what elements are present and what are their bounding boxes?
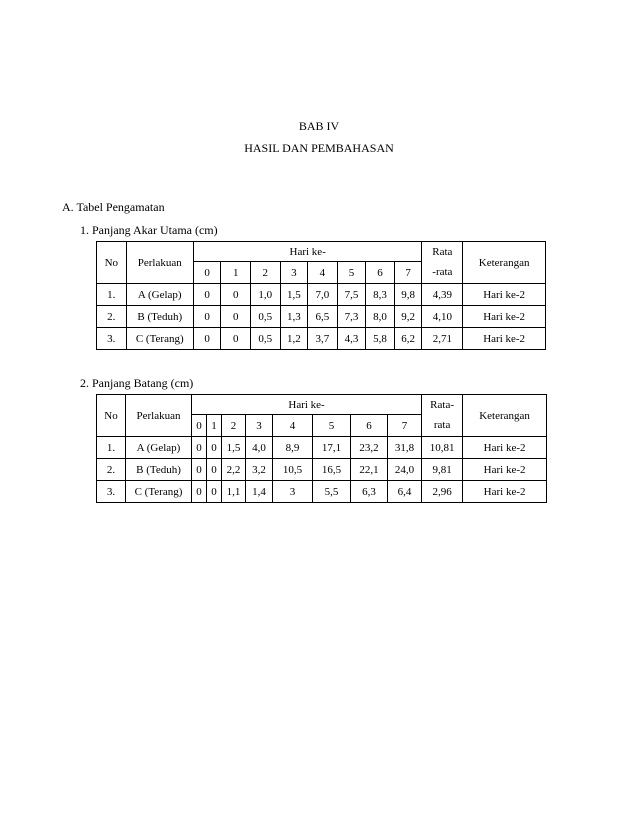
col-avg-header-bottom: rata	[422, 415, 463, 437]
col-note-header: Keterangan	[463, 242, 546, 284]
row-average: 9,81	[422, 459, 463, 481]
row-no: 3.	[97, 328, 127, 350]
row-note: Hari ke-2	[463, 481, 547, 503]
row-average: 10,81	[422, 437, 463, 459]
row-value: 0,5	[251, 306, 281, 328]
row-value: 5,8	[366, 328, 395, 350]
row-value: 3,2	[246, 459, 273, 481]
row-value: 0	[207, 459, 222, 481]
row-value: 0,5	[251, 328, 281, 350]
row-value: 0	[193, 328, 221, 350]
row-no: 2.	[97, 306, 127, 328]
row-treatment: A (Gelap)	[126, 284, 193, 306]
col-no-header: No	[97, 242, 127, 284]
row-average: 2,71	[422, 328, 463, 350]
row-treatment: C (Terang)	[126, 328, 193, 350]
col-day-group-header: Hari ke-	[192, 395, 422, 415]
table-row	[97, 459, 547, 481]
day-header: 2	[222, 415, 246, 437]
table2-heading: 2. Panjang Batang (cm)	[80, 376, 194, 390]
day-header: 1	[207, 415, 222, 437]
row-value: 0	[221, 328, 251, 350]
row-value: 0	[193, 284, 221, 306]
row-no: 1.	[97, 284, 127, 306]
row-value: 0	[221, 284, 251, 306]
row-value: 0	[192, 459, 207, 481]
row-value: 10,5	[273, 459, 313, 481]
table-header-row	[97, 395, 547, 415]
row-value: 7,0	[308, 284, 338, 306]
row-value: 1,4	[246, 481, 273, 503]
row-treatment: B (Teduh)	[126, 306, 193, 328]
row-value: 22,1	[351, 459, 388, 481]
row-no: 2.	[97, 459, 126, 481]
row-value: 23,2	[351, 437, 388, 459]
table-row	[97, 437, 547, 459]
col-avg-header-bottom: -rata	[422, 262, 463, 284]
row-value: 0	[207, 437, 222, 459]
row-note: Hari ke-2	[463, 437, 547, 459]
day-header: 5	[337, 262, 366, 284]
row-average: 4,10	[422, 306, 463, 328]
day-header: 6	[351, 415, 388, 437]
row-note: Hari ke-2	[463, 284, 546, 306]
table-row	[97, 284, 546, 306]
day-header: 2	[251, 262, 281, 284]
row-value: 7,5	[337, 284, 366, 306]
row-value: 1,0	[251, 284, 281, 306]
row-value: 9,8	[394, 284, 422, 306]
table1-heading: 1. Panjang Akar Utama (cm)	[80, 223, 218, 237]
row-value: 1,5	[222, 437, 246, 459]
row-value: 17,1	[313, 437, 351, 459]
row-average: 4,39	[422, 284, 463, 306]
row-value: 0	[193, 306, 221, 328]
row-value: 2,2	[222, 459, 246, 481]
row-treatment: C (Terang)	[126, 481, 192, 503]
row-value: 8,9	[273, 437, 313, 459]
col-avg-header-top: Rata-	[422, 395, 463, 415]
col-avg-header-top: Rata	[422, 242, 463, 262]
row-value: 3	[273, 481, 313, 503]
day-header: 7	[388, 415, 422, 437]
row-value: 7,3	[337, 306, 366, 328]
row-value: 0	[192, 481, 207, 503]
row-value: 1,5	[280, 284, 308, 306]
row-treatment: B (Teduh)	[126, 459, 192, 481]
row-value: 31,8	[388, 437, 422, 459]
row-value: 6,3	[351, 481, 388, 503]
row-value: 6,5	[308, 306, 338, 328]
day-header: 7	[394, 262, 422, 284]
day-header: 1	[221, 262, 251, 284]
day-header: 6	[366, 262, 395, 284]
chapter-title: HASIL DAN PEMBAHASAN	[244, 141, 394, 155]
row-value: 6,2	[394, 328, 422, 350]
row-no: 1.	[97, 437, 126, 459]
table-row	[97, 328, 546, 350]
day-header: 4	[273, 415, 313, 437]
row-value: 3,7	[308, 328, 338, 350]
row-value: 0	[221, 306, 251, 328]
day-header: 0	[193, 262, 221, 284]
table-row	[97, 481, 547, 503]
col-note-header: Keterangan	[463, 395, 547, 437]
col-day-group-header: Hari ke-	[193, 242, 422, 262]
day-header: 0	[192, 415, 207, 437]
row-average: 2,96	[422, 481, 463, 503]
table-header-row	[97, 242, 546, 262]
row-value: 6,4	[388, 481, 422, 503]
root-length-table	[96, 241, 546, 350]
row-value: 1,1	[222, 481, 246, 503]
row-value: 5,5	[313, 481, 351, 503]
row-value: 1,3	[280, 306, 308, 328]
day-header: 4	[308, 262, 338, 284]
section-heading: A. Tabel Pengamatan	[62, 200, 165, 214]
row-no: 3.	[97, 481, 126, 503]
row-value: 0	[207, 481, 222, 503]
row-value: 16,5	[313, 459, 351, 481]
row-note: Hari ke-2	[463, 459, 547, 481]
day-header: 3	[246, 415, 273, 437]
chapter-number: BAB IV	[298, 119, 340, 133]
col-treatment-header: Perlakuan	[126, 395, 192, 437]
row-value: 4,3	[337, 328, 366, 350]
row-note: Hari ke-2	[463, 306, 546, 328]
table-row	[97, 306, 546, 328]
col-no-header: No	[97, 395, 126, 437]
row-value: 8,3	[366, 284, 395, 306]
stem-length-table	[96, 394, 547, 503]
row-value: 9,2	[394, 306, 422, 328]
row-value: 4,0	[246, 437, 273, 459]
row-value: 24,0	[388, 459, 422, 481]
row-value: 8,0	[366, 306, 395, 328]
day-header: 3	[280, 262, 308, 284]
row-value: 0	[192, 437, 207, 459]
col-treatment-header: Perlakuan	[126, 242, 193, 284]
row-note: Hari ke-2	[463, 328, 546, 350]
row-treatment: A (Gelap)	[126, 437, 192, 459]
day-header: 5	[313, 415, 351, 437]
row-value: 1,2	[280, 328, 308, 350]
